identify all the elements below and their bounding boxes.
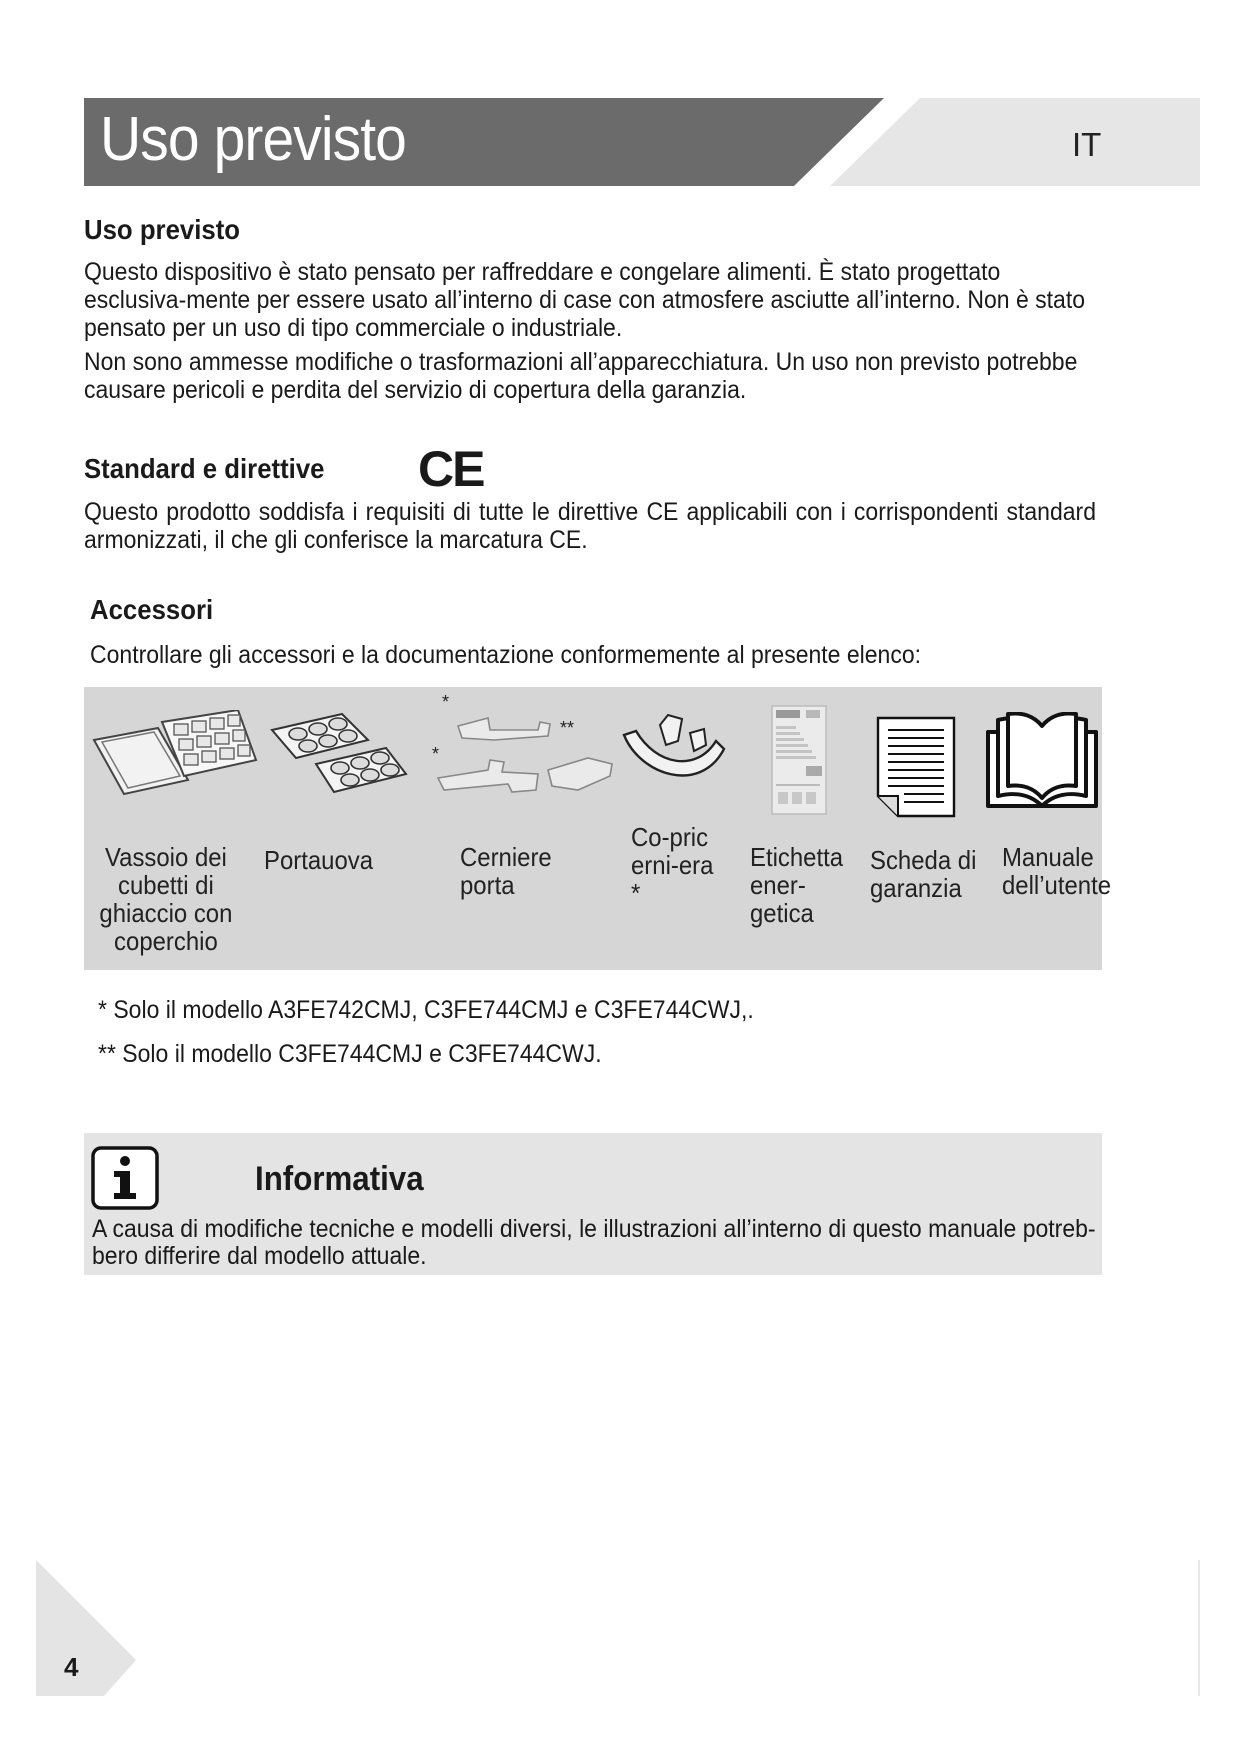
accessories-intro: Controllare gli accessori e la documentazione conformemente al presente elenco: — [90, 641, 922, 669]
standards-paragraph: Questo prodotto soddisfa i requisiti di tutte le direttive CE applicabili con i corrispondenti standard armonizzati, il che gli conferisce la marcatura CE. — [84, 498, 1096, 554]
info-icon — [90, 1145, 160, 1211]
info-title: Informativa — [255, 1160, 424, 1198]
page-number: 4 — [64, 1652, 79, 1682]
warranty-card-icon — [876, 716, 956, 818]
hinge-marker-right: ** — [560, 718, 575, 738]
right-edge-line — [1198, 1560, 1200, 1696]
accessory-label-egg-holder: Portauova — [264, 845, 374, 875]
accessory-label-warranty-card: Scheda di garanzia — [870, 845, 977, 903]
hinge-marker-top: * — [442, 692, 450, 712]
intended-use-paragraph-2: Non sono ammesse modifiche o trasformazioni all’apparecchiatura. Un uso non previsto potrebbe causare pericoli e perdita del servizio di copertura della garanzia. — [84, 348, 1078, 404]
accessory-label-door-hinges: Cerniere porta — [460, 842, 552, 900]
ice-tray-icon — [88, 710, 258, 800]
language-code: IT — [1072, 126, 1102, 163]
page-title: Uso previsto — [100, 105, 406, 174]
ce-mark-icon: CE — [418, 441, 484, 497]
banner-light-shape — [830, 98, 1200, 186]
intended-use-paragraph-1: Questo dispositivo è stato pensato per raffreddare e congelare alimenti. È stato progettato esclusiva-mente per essere usato all’interno di case con atmosfere asciutte all’interno. Non è stato pensato per un uso di tipo commerciale o industriale. — [84, 258, 1086, 342]
accessories-heading: Accessori — [90, 594, 214, 625]
info-text: A causa di modifiche tecniche e modelli diversi, le illustrazioni all’interno di questo manuale potreb-bero differire dal modello attuale. — [92, 1215, 1096, 1270]
accessory-label-user-manual: Manuale dell’utente — [1002, 842, 1112, 900]
user-manual-icon — [984, 712, 1100, 810]
page-corner-shape — [36, 1560, 140, 1696]
standards-heading: Standard e direttive — [84, 453, 325, 484]
accessory-label-energy-label: Etichetta ener-getica — [750, 842, 844, 928]
accessory-label-hinge-cover: Co-pricerni-era* — [631, 822, 714, 908]
energy-label-icon — [770, 704, 828, 816]
egg-holder-icon — [268, 710, 408, 810]
footnote-double: ** Solo il modello C3FE744CMJ e C3FE744CWJ. — [98, 1040, 602, 1068]
hinge-cover-icon — [620, 705, 730, 795]
intended-use-heading: Uso previsto — [84, 214, 241, 245]
door-hinge-icon — [428, 700, 618, 815]
footnote-single: * Solo il modello A3FE742CMJ, C3FE744CMJ e C3FE744CWJ,. — [98, 996, 754, 1024]
accessory-label-ice-tray: Vassoio dei cubetti di ghiaccio con coperchio — [99, 842, 233, 956]
hinge-marker-left: * — [432, 744, 440, 764]
